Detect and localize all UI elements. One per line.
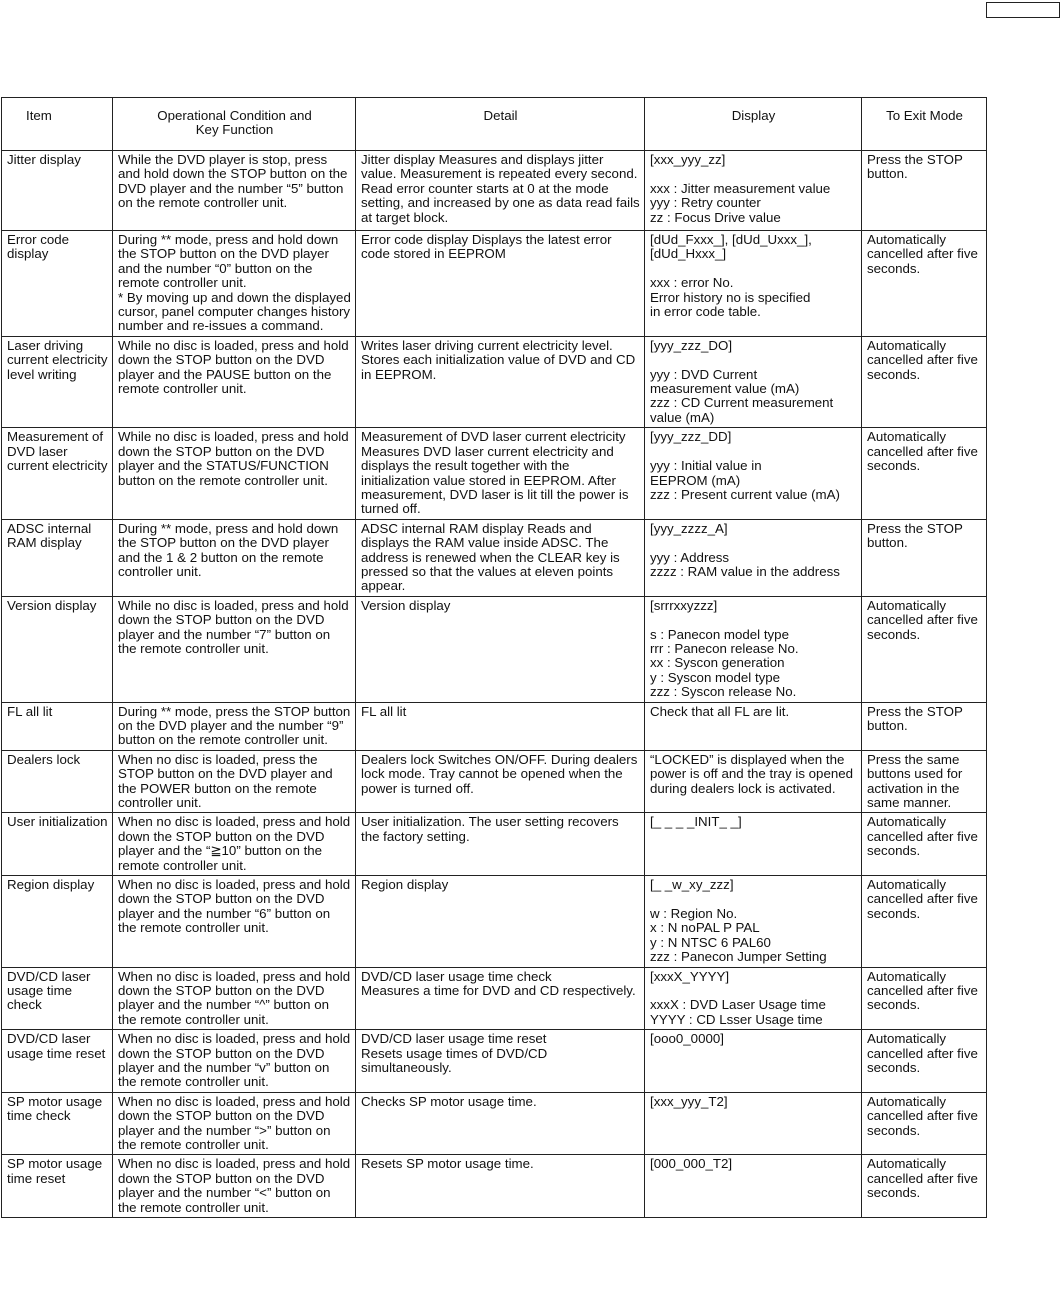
cell-item: Dealers lock bbox=[2, 750, 113, 813]
cell-condition: During ** mode, press and hold down the STOP button on the DVD player and the number “0” button on the remote controller unit. * By moving up and down the displayed cursor, panel computer changes history number and re-issues a command. bbox=[113, 231, 356, 337]
cell-item: Error code display bbox=[2, 231, 113, 337]
cell-item: Measurement of DVD laser current electricity bbox=[2, 428, 113, 519]
table-row bbox=[2, 519, 987, 596]
cell-detail: ADSC internal RAM display Reads and displays the RAM value inside ADSC. The address is renewed when the CLEAR key is pressed so that the values at eleven points appear. bbox=[356, 519, 645, 596]
cell-detail: FL all lit bbox=[356, 702, 645, 750]
table-row bbox=[2, 336, 987, 427]
cell-detail: Dealers lock Switches ON/OFF. During dealers lock mode. Tray cannot be opened when the power is turned off. bbox=[356, 750, 645, 813]
cell-exit: Press the STOP button. bbox=[862, 151, 987, 231]
cell-display: [ooo0_0000] bbox=[645, 1030, 862, 1093]
cell-detail: Jitter display Measures and displays jitter value. Measurement is repeated every second. Read error counter starts at 0 at the mode setting, and increased by one as data read fails at target block. bbox=[356, 151, 645, 231]
cell-exit: Automatically cancelled after five seconds. bbox=[862, 428, 987, 519]
cell-exit: Automatically cancelled after five seconds. bbox=[862, 336, 987, 427]
table-row bbox=[2, 1030, 987, 1093]
cell-condition: While the DVD player is stop, press and hold down the STOP button on the DVD player and the number “5” button on the remote controller unit. bbox=[113, 151, 356, 231]
table-row bbox=[2, 151, 987, 231]
cell-condition: When no disc is loaded, press and hold down the STOP button on the DVD player and the number “^” button on the remote controller unit. bbox=[113, 967, 356, 1030]
cell-detail: Region display bbox=[356, 876, 645, 967]
cell-exit: Press the STOP button. bbox=[862, 519, 987, 596]
cell-item: Laser driving current electricity level writing bbox=[2, 336, 113, 427]
cell-exit: Automatically cancelled after five seconds. bbox=[862, 231, 987, 337]
cell-detail: Checks SP motor usage time. bbox=[356, 1092, 645, 1155]
cell-exit: Press the STOP button. bbox=[862, 702, 987, 750]
cell-display: [yyy_zzz_DD] yyy : Initial value in EEPROM (mA) zzz : Present current value (mA) bbox=[645, 428, 862, 519]
cell-detail: Resets SP motor usage time. bbox=[356, 1155, 645, 1218]
cell-detail: Version display bbox=[356, 596, 645, 702]
cell-exit: Automatically cancelled after five seconds. bbox=[862, 1030, 987, 1093]
cell-exit: Press the same buttons used for activation in the same manner. bbox=[862, 750, 987, 813]
cell-condition: While no disc is loaded, press and hold down the STOP button on the DVD player and the PAUSE button on the remote controller unit. bbox=[113, 336, 356, 427]
cell-detail: Writes laser driving current electricity level. Stores each initialization value of DVD and CD in EEPROM. bbox=[356, 336, 645, 427]
table-row bbox=[2, 428, 987, 519]
header-condition: Operational Condition and Key Function bbox=[113, 98, 356, 151]
cell-display: [yyy_zzzz_A] yyy : Address zzzz : RAM value in the address bbox=[645, 519, 862, 596]
cell-detail: Measurement of DVD laser current electricity Measures DVD laser current electricity and displays the result together with the initialization value stored in EEPROM. After measurement, DVD laser is lit till the power is turned off. bbox=[356, 428, 645, 519]
cell-exit: Automatically cancelled after five seconds. bbox=[862, 967, 987, 1030]
table-header-row bbox=[2, 98, 987, 151]
cell-detail: Error code display Displays the latest error code stored in EEPROM bbox=[356, 231, 645, 337]
cell-display: [xxxX_YYYY] xxxX : DVD Laser Usage time YYYY : CD Lsser Usage time bbox=[645, 967, 862, 1030]
cell-display: [000_000_T2] bbox=[645, 1155, 862, 1218]
cell-condition: When no disc is loaded, press and hold down the STOP button on the DVD player and the number “<” button on the remote controller unit. bbox=[113, 1155, 356, 1218]
cell-condition: During ** mode, press and hold down the STOP button on the DVD player and the 1 & 2 button on the remote controller unit. bbox=[113, 519, 356, 596]
cell-display: Check that all FL are lit. bbox=[645, 702, 862, 750]
table-row bbox=[2, 596, 987, 702]
cell-exit: Automatically cancelled after five seconds. bbox=[862, 876, 987, 967]
cell-item: FL all lit bbox=[2, 702, 113, 750]
cell-condition: While no disc is loaded, press and hold down the STOP button on the DVD player and the number “7” button on the remote controller unit. bbox=[113, 596, 356, 702]
cell-item: DVD/CD laser usage time reset bbox=[2, 1030, 113, 1093]
cell-condition: During ** mode, press the STOP button on the DVD player and the number “9” button on the remote controller unit. bbox=[113, 702, 356, 750]
header-item: Item bbox=[2, 98, 113, 151]
table-row bbox=[2, 702, 987, 750]
cell-display: [_ _w_xy_zzz] w : Region No. x : N noPAL P PAL y : N NTSC 6 PAL60 zzz : Panecon Jumper Setting bbox=[645, 876, 862, 967]
service-mode-table bbox=[1, 97, 987, 1218]
page-number-box bbox=[986, 2, 1060, 18]
cell-item: Version display bbox=[2, 596, 113, 702]
cell-item: SP motor usage time reset bbox=[2, 1155, 113, 1218]
table-row bbox=[2, 967, 987, 1030]
table-row bbox=[2, 750, 987, 813]
cell-item: DVD/CD laser usage time check bbox=[2, 967, 113, 1030]
cell-display: [_ _ _ _INIT_ _] bbox=[645, 813, 862, 876]
table-row bbox=[2, 813, 987, 876]
table-row bbox=[2, 876, 987, 967]
cell-condition: When no disc is loaded, press and hold down the STOP button on the DVD player and the number “6” button on the remote controller unit. bbox=[113, 876, 356, 967]
cell-exit: Automatically cancelled after five seconds. bbox=[862, 596, 987, 702]
table-row bbox=[2, 1155, 987, 1218]
cell-item: Jitter display bbox=[2, 151, 113, 231]
cell-exit: Automatically cancelled after five seconds. bbox=[862, 1155, 987, 1218]
header-display: Display bbox=[645, 98, 862, 151]
cell-item: SP motor usage time check bbox=[2, 1092, 113, 1155]
cell-exit: Automatically cancelled after five seconds. bbox=[862, 1092, 987, 1155]
cell-condition: When no disc is loaded, press the STOP button on the DVD player and the POWER button on the remote controller unit. bbox=[113, 750, 356, 813]
cell-exit: Automatically cancelled after five seconds. bbox=[862, 813, 987, 876]
header-detail: Detail bbox=[356, 98, 645, 151]
cell-item: ADSC internal RAM display bbox=[2, 519, 113, 596]
cell-condition: When no disc is loaded, press and hold down the STOP button on the DVD player and the number “v” button on the remote controller unit. bbox=[113, 1030, 356, 1093]
cell-condition: When no disc is loaded, press and hold down the STOP button on the DVD player and the number “>” button on the remote controller unit. bbox=[113, 1092, 356, 1155]
cell-display: [yyy_zzz_DO] yyy : DVD Current measurement value (mA) zzz : CD Current measurement value (mA) bbox=[645, 336, 862, 427]
cell-display: [srrrxxyzzz] s : Panecon model type rrr : Panecon release No. xx : Syscon generation y : Syscon model type zzz : Syscon release No. bbox=[645, 596, 862, 702]
cell-condition: While no disc is loaded, press and hold down the STOP button on the DVD player and the STATUS/FUNCTION button on the remote controller unit. bbox=[113, 428, 356, 519]
cell-display: [xxx_yyy_zz] xxx : Jitter measurement value yyy : Retry counter zz : Focus Drive value bbox=[645, 151, 862, 231]
header-exit: To Exit Mode bbox=[862, 98, 987, 151]
cell-item: Region display bbox=[2, 876, 113, 967]
cell-detail: DVD/CD laser usage time reset Resets usage times of DVD/CD simultaneously. bbox=[356, 1030, 645, 1093]
cell-display: [dUd_Fxxx_], [dUd_Uxxx_], [dUd_Hxxx_] xxx : error No. Error history no is specified in error code table. bbox=[645, 231, 862, 337]
table-row bbox=[2, 1092, 987, 1155]
cell-detail: DVD/CD laser usage time check Measures a time for DVD and CD respectively. bbox=[356, 967, 645, 1030]
table-row bbox=[2, 231, 987, 337]
cell-display: [xxx_yyy_T2] bbox=[645, 1092, 862, 1155]
cell-item: User initialization bbox=[2, 813, 113, 876]
cell-condition: When no disc is loaded, press and hold down the STOP button on the DVD player and the “≧10” button on the remote controller unit. bbox=[113, 813, 356, 876]
cell-display: “LOCKED” is displayed when the power is off and the tray is opened during dealers lock is activated. bbox=[645, 750, 862, 813]
cell-detail: User initialization. The user setting recovers the factory setting. bbox=[356, 813, 645, 876]
